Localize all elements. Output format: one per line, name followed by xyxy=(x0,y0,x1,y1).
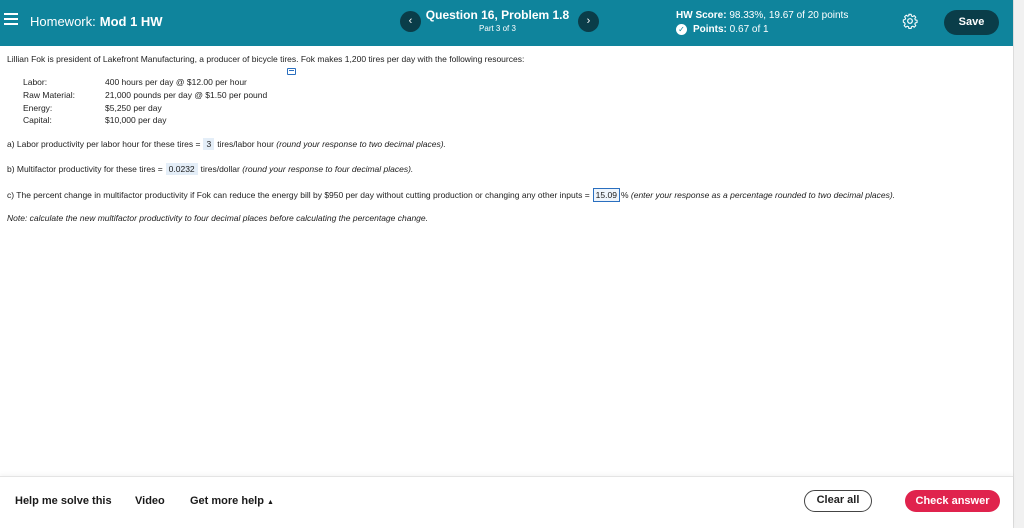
clear-all-button[interactable]: Clear all xyxy=(804,490,872,512)
hw-score xyxy=(676,10,848,21)
problem-content xyxy=(0,46,1013,476)
resource-label: Capital: xyxy=(23,115,52,126)
gear-icon[interactable] xyxy=(902,13,918,29)
resource-label: Labor: xyxy=(23,77,48,87)
part-c-hint: (enter your response as a percentage rounded to two decimal places). xyxy=(630,190,896,200)
points xyxy=(676,24,769,35)
resource-label: Raw Material: xyxy=(23,89,75,100)
part-b-answer[interactable]: 0.0232 xyxy=(166,163,198,175)
points-value: 0.67 of 1 xyxy=(729,24,769,35)
caret-up-icon: ▲ xyxy=(266,499,274,506)
next-question-button[interactable]: › xyxy=(578,11,599,32)
help-me-solve-button[interactable]: Help me solve this xyxy=(15,495,112,507)
part-a-answer[interactable]: 3 xyxy=(203,138,214,150)
hamburger-menu-icon[interactable] xyxy=(4,13,18,27)
part-a-prefix: a) Labor productivity per labor hour for these tires = xyxy=(7,139,201,149)
save-button[interactable]: Save xyxy=(944,10,999,35)
resource-value: 21,000 pounds per day @ $1.50 per pound xyxy=(105,89,268,100)
get-more-help-label: Get more help xyxy=(190,495,264,507)
resource-value: $5,250 per day xyxy=(105,102,162,113)
previous-question-button[interactable]: ‹ xyxy=(400,11,421,32)
problem-intro: Lillian Fok is president of Lakefront Manufacturing, a producer of bicycle tires. Fok makes 1,200 tires per day with the following resources: xyxy=(7,54,525,64)
part-b-unit: tires/dollar xyxy=(200,164,240,174)
footer-bar xyxy=(0,476,1013,528)
question-part: Part 3 of 3 xyxy=(479,24,516,33)
part-b-prefix: b) Multifactor productivity for these tires = xyxy=(7,164,163,174)
hw-score-label: HW Score: xyxy=(676,10,727,21)
homework-name: Mod 1 HW xyxy=(99,14,163,29)
part-a-question xyxy=(7,138,446,150)
part-b-hint: (round your response to four decimal places). xyxy=(242,164,414,174)
part-a-hint: (round your response to two decimal places). xyxy=(276,139,446,149)
part-c-answer-input[interactable]: 15.09 xyxy=(593,188,620,202)
question-title: Question 16, Problem 1.8 xyxy=(425,8,570,22)
resource-value: $10,000 per day xyxy=(105,115,167,126)
homework-title xyxy=(30,14,163,29)
resource-value: 400 hours per day @ $12.00 per hour xyxy=(105,77,247,87)
scrollbar[interactable] xyxy=(1013,0,1024,528)
part-c-unit: % xyxy=(620,190,629,200)
problem-note: Note: calculate the new multifactor productivity to four decimal places before calculating the percentage change. xyxy=(7,213,428,223)
resource-label: Energy: xyxy=(23,102,53,113)
video-button[interactable]: Video xyxy=(135,495,165,507)
check-circle-icon: ✓ xyxy=(676,24,687,35)
points-label: Points: xyxy=(693,24,727,35)
get-more-help-button[interactable] xyxy=(190,495,274,507)
part-b-question xyxy=(7,163,413,175)
check-answer-button[interactable]: Check answer xyxy=(905,490,1000,512)
homework-prefix: Homework: xyxy=(30,14,96,29)
part-c-question xyxy=(7,188,895,202)
hw-score-value: 98.33%, 19.67 of 20 points xyxy=(729,10,849,21)
part-a-unit: tires/labor hour xyxy=(217,139,274,149)
document-icon[interactable] xyxy=(287,68,296,75)
top-header xyxy=(0,0,1013,46)
part-c-prefix: c) The percent change in multifactor productivity if Fok can reduce the energy bill by $950 per day without cutting production or changing any other inputs = xyxy=(7,190,590,200)
